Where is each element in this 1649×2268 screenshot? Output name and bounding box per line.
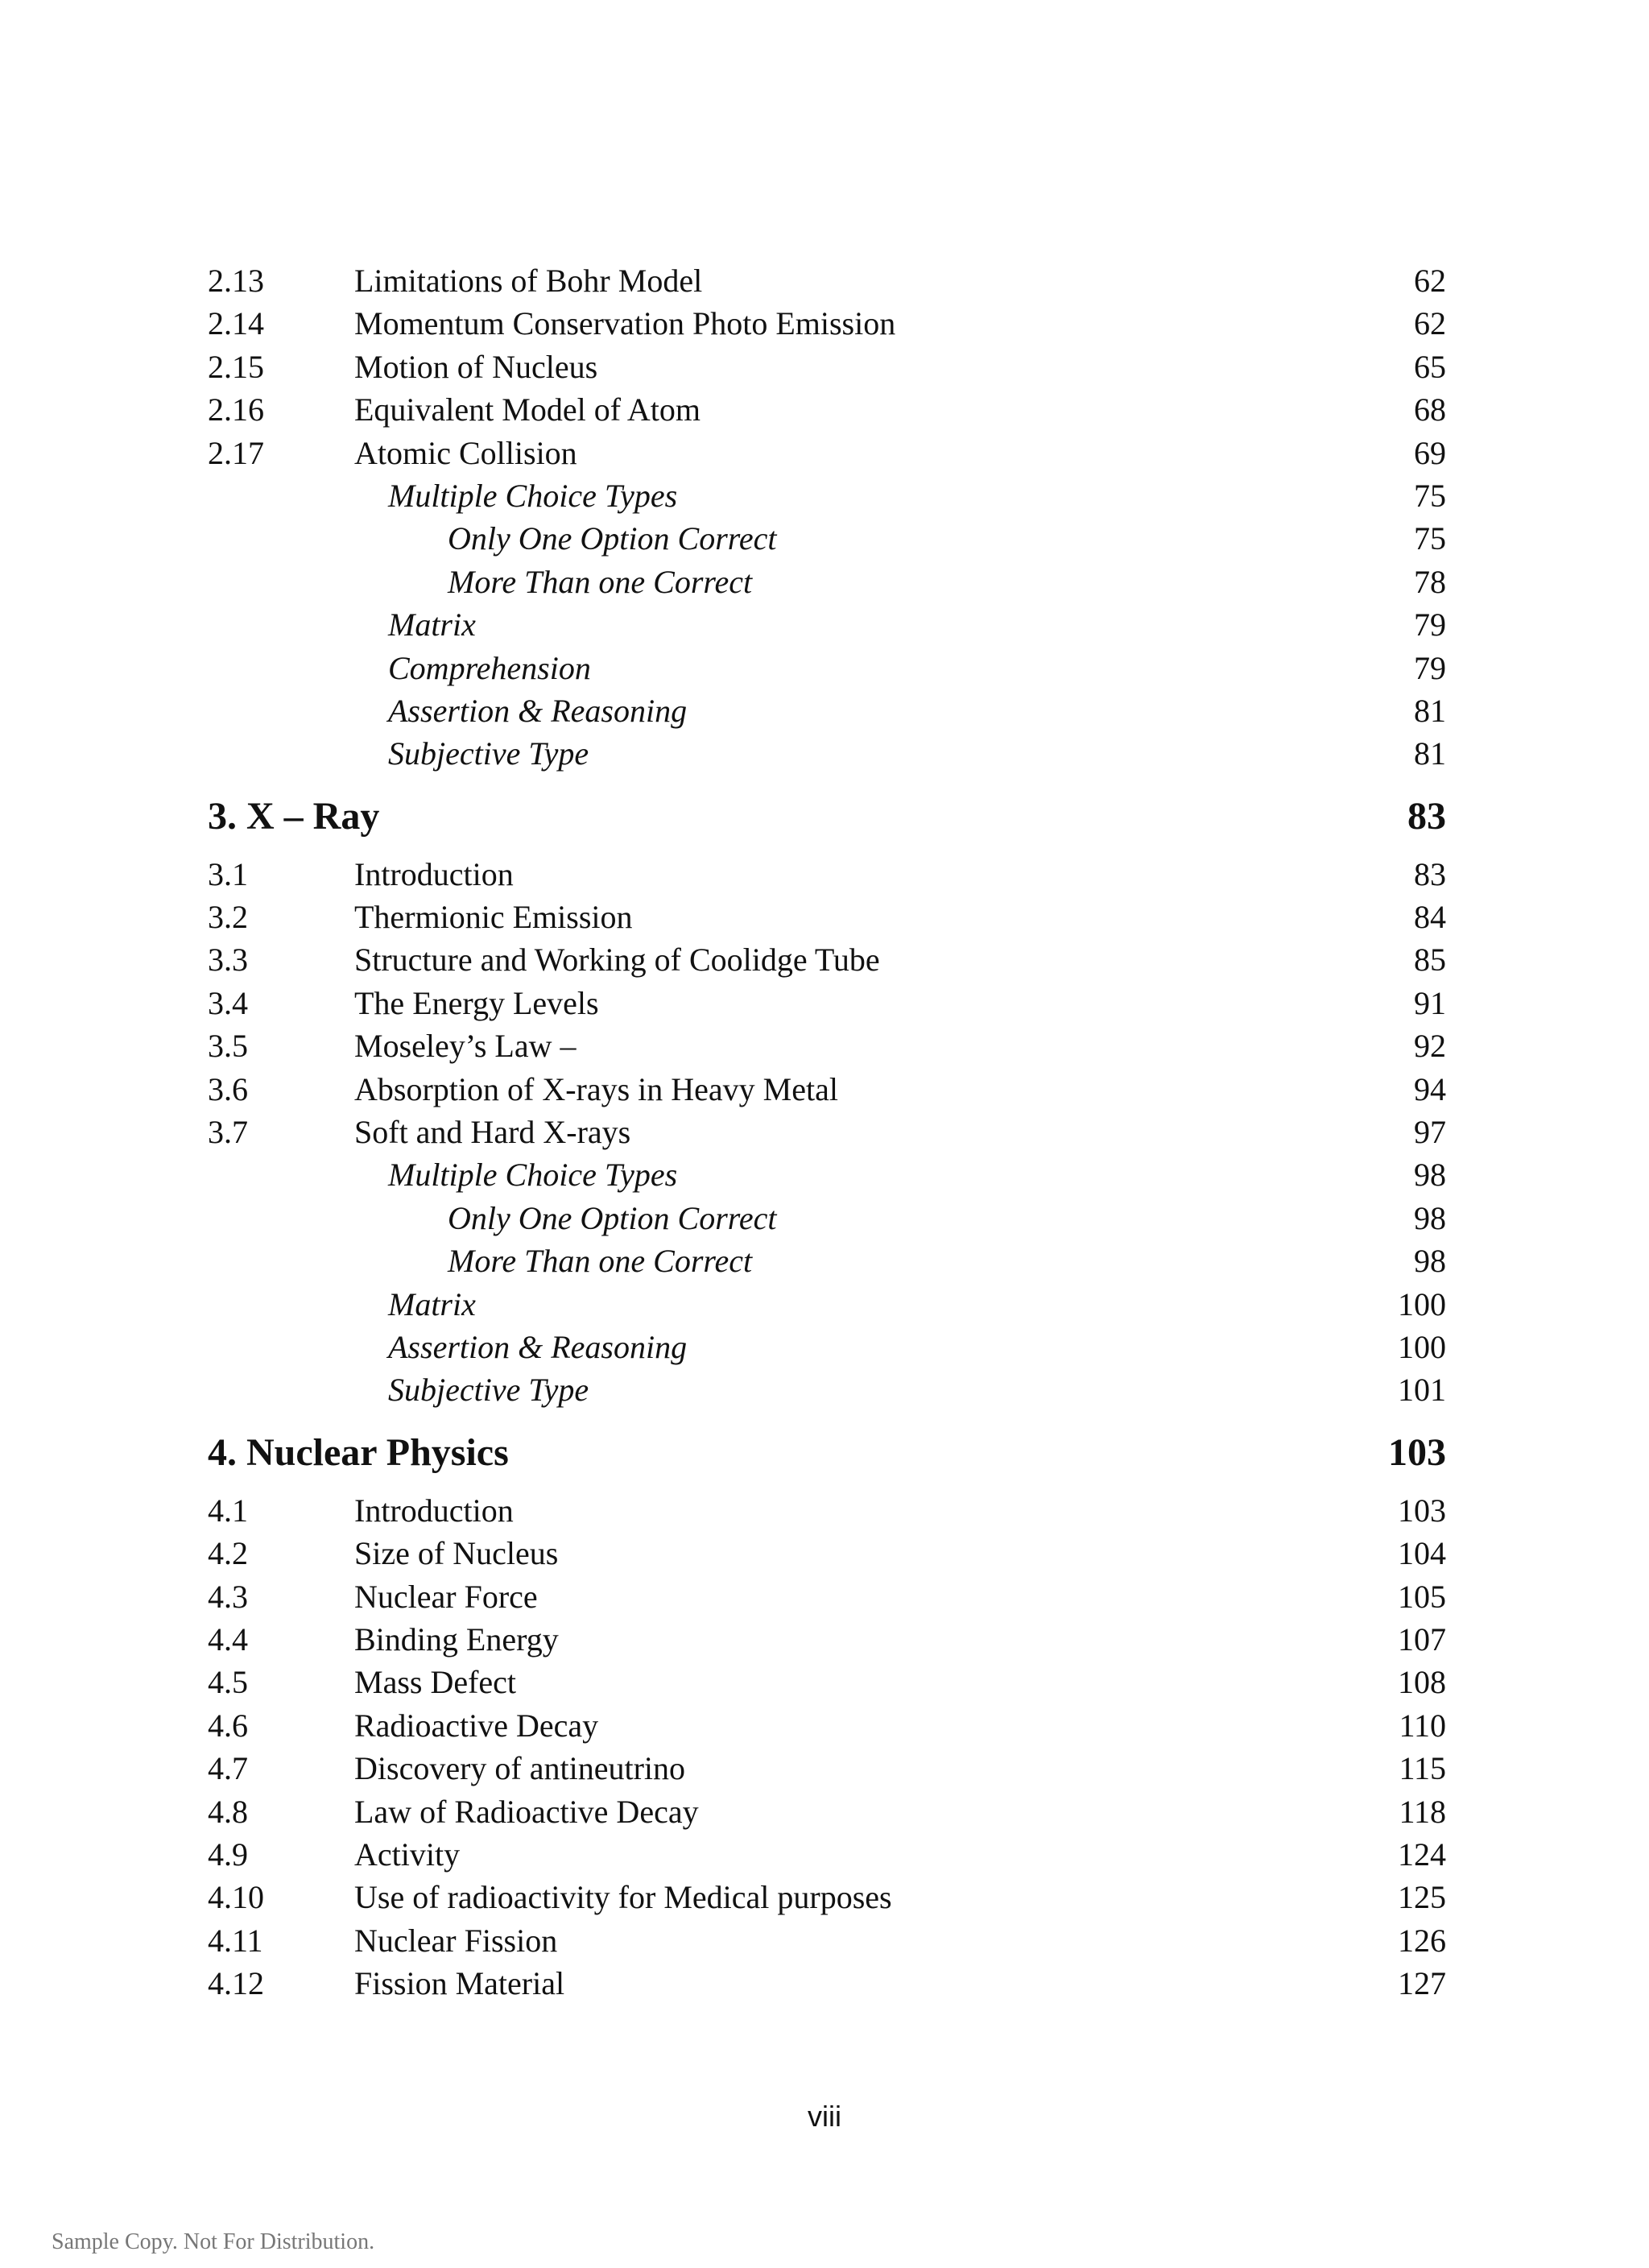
entry-page-number: 124 <box>1398 1836 1446 1873</box>
section-number: 3.3 <box>208 942 248 979</box>
entry-page-number: 105 <box>1398 1578 1446 1615</box>
chapter-title: 3. X – Ray <box>208 794 380 838</box>
entry-title: Soft and Hard X-rays <box>354 1114 631 1151</box>
entry-title: Limitations of Bohr Model <box>354 263 703 299</box>
entry-title: Activity <box>354 1836 461 1873</box>
entry-page-number: 79 <box>1414 649 1446 686</box>
entry-page-number: 78 <box>1414 563 1446 600</box>
entry-page-number: 126 <box>1398 1922 1446 1959</box>
entry-title: Mass Defect <box>354 1664 517 1701</box>
entry-title: Thermionic Emission <box>354 899 633 936</box>
section-number: 4.11 <box>208 1922 263 1959</box>
toc-entry[interactable] <box>208 1790 1446 1833</box>
entry-page-number: 62 <box>1414 263 1446 299</box>
section-number: 4.12 <box>208 1965 264 2002</box>
entry-page-number: 62 <box>1414 305 1446 342</box>
entry-page-number: 79 <box>1414 606 1446 644</box>
entry-page-number: 97 <box>1414 1114 1446 1151</box>
entry-page-number: 94 <box>1414 1070 1446 1107</box>
toc-entry[interactable] <box>208 1575 1446 1618</box>
entry-title: Size of Nucleus <box>354 1535 559 1572</box>
section-number: 3.6 <box>208 1070 248 1107</box>
section-number: 4.3 <box>208 1578 248 1615</box>
toc-entry[interactable] <box>208 896 1446 938</box>
entry-title: Motion of Nucleus <box>354 348 598 385</box>
toc-entry[interactable] <box>208 1153 1446 1196</box>
entry-title: Nuclear Fission <box>354 1922 558 1959</box>
entry-title: Introduction <box>354 1492 514 1529</box>
entry-title: Radioactive Decay <box>354 1707 599 1744</box>
toc-entry[interactable] <box>208 1368 1446 1411</box>
entry-title: Only One Option Correct <box>448 1199 777 1236</box>
section-number: 3.5 <box>208 1028 248 1065</box>
entry-title: Matrix <box>388 1285 476 1322</box>
section-number: 4.8 <box>208 1793 248 1830</box>
entry-title: Equivalent Model of Atom <box>354 391 701 428</box>
section-number: 2.14 <box>208 305 264 342</box>
entry-page-number: 98 <box>1414 1157 1446 1194</box>
entry-page-number: 81 <box>1414 692 1446 729</box>
toc-entry[interactable] <box>208 1532 1446 1575</box>
entry-title: Binding Energy <box>354 1620 559 1658</box>
entry-page-number: 101 <box>1398 1372 1446 1409</box>
entry-page-number: 118 <box>1399 1793 1446 1830</box>
entry-page-number: 127 <box>1398 1965 1446 2002</box>
toc-entry[interactable] <box>208 561 1446 603</box>
toc-entry[interactable] <box>208 938 1446 981</box>
toc-entry[interactable] <box>208 302 1446 345</box>
entry-title: Introduction <box>354 855 514 892</box>
toc-entry[interactable] <box>208 1240 1446 1282</box>
entry-title: Law of Radioactive Decay <box>354 1793 699 1830</box>
toc-entry[interactable] <box>208 1197 1446 1240</box>
toc-entry[interactable] <box>208 474 1446 517</box>
entry-page-number: 125 <box>1398 1879 1446 1916</box>
chapter-title: 4. Nuclear Physics <box>208 1430 509 1474</box>
entry-page-number: 98 <box>1414 1243 1446 1280</box>
entry-page-number: 92 <box>1414 1028 1446 1065</box>
entry-title: Nuclear Force <box>354 1578 538 1615</box>
toc-entry[interactable] <box>208 346 1446 388</box>
toc-entry[interactable] <box>208 1962 1446 2005</box>
section-number: 2.13 <box>208 263 264 299</box>
entry-title: Moseley’s Law – <box>354 1028 577 1065</box>
toc-entry[interactable] <box>208 603 1446 646</box>
entry-title: Subjective Type <box>388 1372 589 1409</box>
table-of-contents <box>208 259 1446 2005</box>
section-number: 4.7 <box>208 1750 248 1787</box>
toc-entry[interactable] <box>208 1833 1446 1876</box>
entry-page-number: 115 <box>1399 1750 1446 1787</box>
entry-page-number: 83 <box>1414 855 1446 892</box>
toc-entry[interactable] <box>208 1618 1446 1661</box>
entry-page-number: 107 <box>1398 1620 1446 1658</box>
entry-page-number: 100 <box>1398 1285 1446 1322</box>
toc-entry[interactable] <box>208 1024 1446 1067</box>
chapter-heading[interactable] <box>208 787 1446 846</box>
toc-entry[interactable] <box>208 689 1446 732</box>
toc-entry[interactable] <box>208 1919 1446 1962</box>
toc-entry[interactable] <box>208 732 1446 775</box>
page-folio: viii <box>808 2100 841 2133</box>
chapter-page-number: 103 <box>1388 1430 1446 1474</box>
entry-title: Momentum Conservation Photo Emission <box>354 305 896 342</box>
toc-entry[interactable] <box>208 517 1446 560</box>
toc-entry[interactable] <box>208 388 1446 431</box>
section-number: 4.1 <box>208 1492 248 1529</box>
entry-page-number: 85 <box>1414 942 1446 979</box>
section-number: 4.6 <box>208 1707 248 1744</box>
toc-entry[interactable] <box>208 853 1446 896</box>
toc-entry[interactable] <box>208 259 1446 302</box>
section-number: 2.17 <box>208 434 264 471</box>
chapter-page-number: 83 <box>1407 794 1446 838</box>
entry-page-number: 98 <box>1414 1199 1446 1236</box>
toc-entry[interactable] <box>208 1747 1446 1790</box>
toc-entry[interactable] <box>208 982 1446 1024</box>
section-number: 4.10 <box>208 1879 264 1916</box>
entry-title: Comprehension <box>388 649 591 686</box>
entry-title: More Than one Correct <box>448 1243 753 1280</box>
section-number: 4.2 <box>208 1535 248 1572</box>
toc-entry[interactable] <box>208 1876 1446 1918</box>
entry-title: Assertion & Reasoning <box>388 692 688 729</box>
entry-title: Structure and Working of Coolidge Tube <box>354 942 880 979</box>
section-number: 4.9 <box>208 1836 248 1873</box>
entry-page-number: 68 <box>1414 391 1446 428</box>
section-number: 2.15 <box>208 348 264 385</box>
chapter-heading[interactable] <box>208 1423 1446 1483</box>
toc-entry[interactable] <box>208 1489 1446 1532</box>
toc-entry[interactable] <box>208 647 1446 689</box>
entry-page-number: 103 <box>1398 1492 1446 1529</box>
entry-title: Absorption of X-rays in Heavy Metal <box>354 1070 838 1107</box>
entry-title: Use of radioactivity for Medical purposes <box>354 1879 892 1916</box>
watermark-text: Sample Copy. Not For Distribution. <box>52 2229 375 2254</box>
entry-page-number: 104 <box>1398 1535 1446 1572</box>
toc-entry[interactable] <box>208 432 1446 474</box>
section-number: 4.4 <box>208 1620 248 1658</box>
entry-page-number: 110 <box>1399 1707 1446 1744</box>
toc-entry[interactable] <box>208 1661 1446 1703</box>
entry-title: Atomic Collision <box>354 434 577 471</box>
section-number: 3.2 <box>208 899 248 936</box>
toc-entry[interactable] <box>208 1111 1446 1153</box>
entry-page-number: 81 <box>1414 735 1446 772</box>
section-number: 3.1 <box>208 855 248 892</box>
entry-title: Assertion & Reasoning <box>388 1328 688 1365</box>
entry-page-number: 65 <box>1414 348 1446 385</box>
toc-entry[interactable] <box>208 1068 1446 1111</box>
toc-entry[interactable] <box>208 1704 1446 1747</box>
section-number: 3.4 <box>208 984 248 1021</box>
entry-page-number: 91 <box>1414 984 1446 1021</box>
section-number: 3.7 <box>208 1114 248 1151</box>
toc-entry[interactable] <box>208 1283 1446 1326</box>
section-number: 4.5 <box>208 1664 248 1701</box>
entry-page-number: 75 <box>1414 520 1446 557</box>
entry-title: Fission Material <box>354 1965 565 2002</box>
entry-title: Discovery of antineutrino <box>354 1750 685 1787</box>
entry-page-number: 100 <box>1398 1328 1446 1365</box>
entry-title: More Than one Correct <box>448 563 753 600</box>
entry-title: Only One Option Correct <box>448 520 777 557</box>
entry-page-number: 69 <box>1414 434 1446 471</box>
entry-title: Subjective Type <box>388 735 589 772</box>
entry-title: Multiple Choice Types <box>388 1157 678 1194</box>
entry-title: The Energy Levels <box>354 984 599 1021</box>
section-number: 2.16 <box>208 391 264 428</box>
toc-entry[interactable] <box>208 1326 1446 1368</box>
entry-page-number: 84 <box>1414 899 1446 936</box>
entry-title: Matrix <box>388 606 476 644</box>
entry-page-number: 108 <box>1398 1664 1446 1701</box>
entry-page-number: 75 <box>1414 477 1446 514</box>
entry-title: Multiple Choice Types <box>388 477 678 514</box>
